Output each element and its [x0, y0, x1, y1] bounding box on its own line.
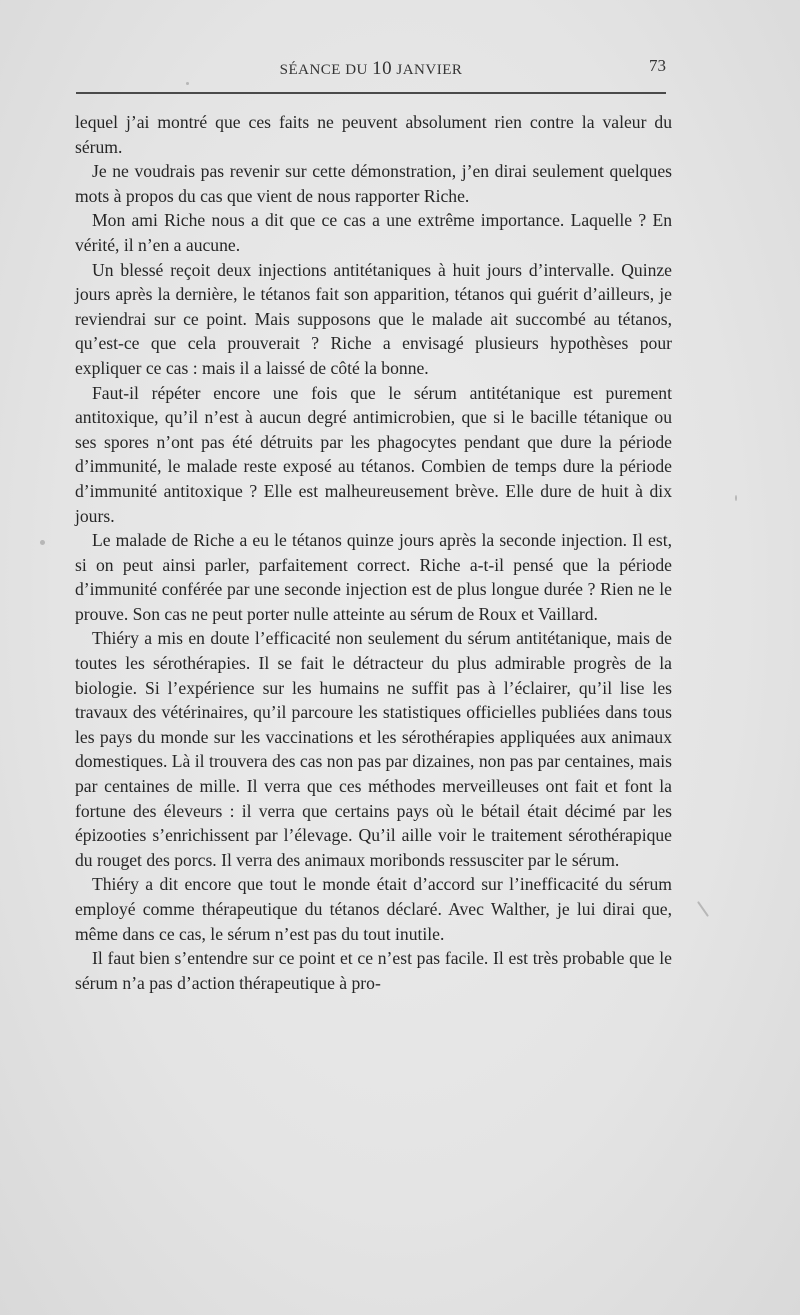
- running-title-day: 10: [372, 58, 393, 79]
- paper-speck: [697, 901, 709, 917]
- paper-speck: [735, 495, 737, 501]
- paragraph-1: lequel j’ai montré que ces faits ne peuvent absolument rien contre la valeur du sérum.: [75, 112, 672, 157]
- paragraph-2: Je ne voudrais pas revenir sur cette démonstration, j’en dirai seulement quelques mots à propos du cas que vient de nous rapporter Riche.: [75, 161, 672, 206]
- paragraph-6: Le malade de Riche a eu le tétanos quinze jours après la seconde injection. Il est, si on peut ainsi parler, parfaitement correct. Riche a-t-il pensé que la période d’immunité conférée par une seconde injection est de plus longue durée ? Rien ne le prouve. Son cas ne peut porter nulle atteinte au sérum de Roux et Vaillard.: [75, 530, 672, 624]
- paragraph-3: Mon ami Riche nous a dit que ce cas a une extrême importance. Laquelle ? En vérité, il n’en a aucune.: [75, 210, 672, 255]
- running-title: [76, 58, 666, 80]
- running-title-suffix: JANVIER: [392, 62, 463, 78]
- paper-speck: [186, 82, 189, 85]
- paragraph-9: Il faut bien s’entendre sur ce point et ce n’est pas facile. Il est très probable que le sérum n’a pas d’action thérapeutique à pro-: [75, 948, 672, 993]
- paper-speck: [40, 540, 45, 545]
- paragraph-5: Faut-il répéter encore une fois que le sérum antitétanique est purement antitoxique, qu’il n’est à aucun degré antimicrobien, que si le bacille tétanique ou ses spores n’ont pas été détruits par les phagocytes pendant que dure la période d’immunité, le malade reste exposé au tétanos. Combien de temps dure la période d’immunité antitoxique ? Elle est malheureusement brève. Elle dure de huit à dix jours.: [75, 382, 672, 526]
- paragraph-7: Thiéry a mis en doute l’efficacité non seulement du sérum antitétanique, mais de toutes les sérothérapies. Il se fait le détracteur du plus admirable progrès de la biologie. Si l’expérience sur les humains ne suffit pas à l’éclairer, qu’il lise les travaux des vétérinaires, qu’il parcoure les statistiques officielles publiées dans tous les pays du monde sur les vaccinations et les sérothérapies appliquées aux animaux domestiques. Là il trouvera des cas non pas par dizaines, non pas par centaines, mais par centaines de mille. Il verra que ces méthodes merveilleuses ont fait et font la fortune des éleveurs : il verra que certains pays où le bétail était décimé par les épizooties s’enrichissent par l’élevage. Qu’il aille voir le traitement sérothérapique du rouget des porcs. Il verra des animaux moribonds ressusciter par le sérum.: [75, 628, 672, 870]
- running-title-prefix: SÉANCE DU: [279, 62, 373, 78]
- body-text: [75, 110, 672, 995]
- header-rule: [76, 92, 666, 94]
- page-header: [76, 52, 666, 84]
- page-number: 73: [649, 56, 666, 75]
- paragraph-8: Thiéry a dit encore que tout le monde était d’accord sur l’inefficacité du sérum employé comme thérapeutique du tétanos déclaré. Avec Walther, je lui dirai que, même dans ce cas, le sérum n’est pas du tout inutile.: [75, 874, 672, 944]
- paragraph-4: Un blessé reçoit deux injections antitétaniques à huit jours d’intervalle. Quinze jours après la dernière, le tétanos fait son apparition, tétanos qui guérit d’ailleurs, je reviendrai sur ce point. Mais supposons que le malade ait succombé au tétanos, qu’est-ce que cela prouverait ? Riche a envisagé plusieurs hypothèses pour expliquer ce cas : mais il a laissé de côté la bonne.: [75, 259, 672, 378]
